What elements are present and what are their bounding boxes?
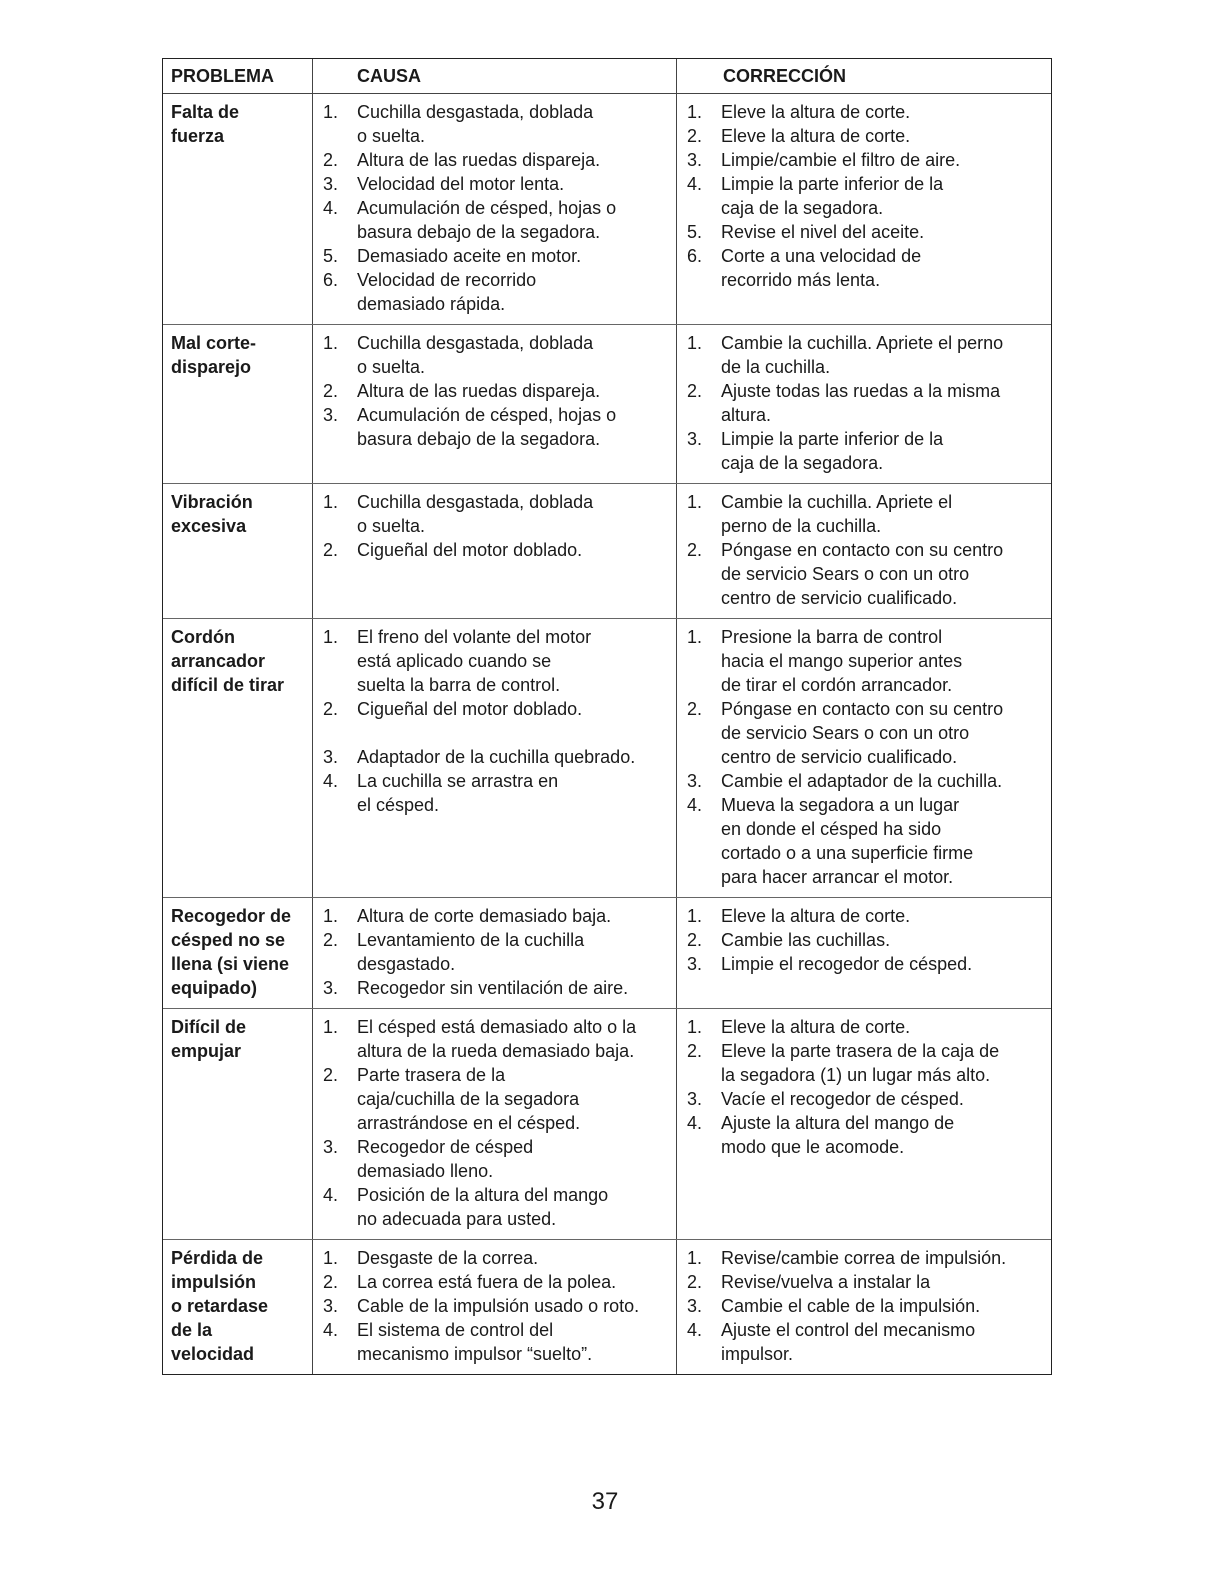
item-number: 1. — [687, 1248, 703, 1268]
item-text: Cambie la cuchilla. Apriete el perno de la cuchilla. — [721, 333, 1004, 377]
item-number: 4. — [323, 198, 339, 218]
list-item — [687, 379, 1051, 427]
item-number: 2. — [323, 1272, 339, 1292]
cause-cell — [313, 1009, 677, 1239]
list-item — [687, 1318, 1051, 1366]
header-cause: CAUSA — [313, 59, 677, 93]
item-text: Cambie las cuchillas. — [721, 930, 891, 950]
list-item — [323, 379, 676, 403]
list-item — [687, 538, 1051, 610]
list-item — [687, 904, 1051, 928]
item-text: Recogedor sin ventilación de aire. — [357, 978, 629, 998]
list-item — [323, 196, 676, 244]
item-text: Acumulación de césped, hojas o basura debajo de la segadora. — [357, 405, 617, 449]
item-text: Revise/vuelva a instalar la — [721, 1272, 931, 1292]
list-item — [687, 1087, 1051, 1111]
item-text: Acumulación de césped, hojas o basura debajo de la segadora. — [357, 198, 617, 242]
correction-cell — [677, 94, 1051, 324]
problem-cell: Falta de fuerza — [163, 94, 313, 324]
item-text: Presione la barra de control hacia el mango superior antes de tirar el cordón arrancador. — [721, 627, 963, 695]
item-number: 1. — [687, 627, 703, 647]
list-item — [687, 793, 1051, 889]
item-text: Cable de la impulsión usado o roto. — [357, 1296, 640, 1316]
item-number: 1. — [323, 1248, 339, 1268]
list-item — [687, 1039, 1051, 1087]
list-item — [323, 268, 676, 316]
list-item — [323, 1246, 676, 1270]
problem-cell: Cordón arrancador difícil de tirar — [163, 619, 313, 897]
cause-cell — [313, 94, 677, 324]
list-item — [323, 490, 676, 538]
item-number: 3. — [687, 954, 703, 974]
item-text: La cuchilla se arrastra en el césped. — [357, 771, 559, 815]
item-number: 1. — [687, 906, 703, 926]
list-item — [323, 1270, 676, 1294]
item-text: Eleve la parte trasera de la caja de la segadora (1) un lugar más alto. — [721, 1041, 1000, 1085]
item-number: 4. — [687, 174, 703, 194]
item-number: 5. — [323, 246, 339, 266]
item-text: Limpie la parte inferior de la caja de la segadora. — [721, 429, 944, 473]
item-text: Limpie/cambie el filtro de aire. — [721, 150, 961, 170]
list-item — [687, 1270, 1051, 1294]
cause-cell — [313, 898, 677, 1008]
table-body — [163, 94, 1051, 1374]
item-text: Cuchilla desgastada, doblada o suelta. — [357, 492, 594, 536]
item-number: 2. — [323, 1065, 339, 1085]
item-text: Ajuste todas las ruedas a la misma altura. — [721, 381, 1001, 425]
item-number: 2. — [687, 540, 703, 560]
list-item — [687, 1246, 1051, 1270]
item-number: 3. — [687, 1296, 703, 1316]
cause-cell — [313, 484, 677, 618]
list-item — [323, 172, 676, 196]
correction-cell — [677, 325, 1051, 483]
item-number: 1. — [323, 906, 339, 926]
item-text: Vacíe el recogedor de césped. — [721, 1089, 964, 1109]
list-item — [323, 1135, 676, 1183]
item-text: Cambie el adaptador de la cuchilla. — [721, 771, 1003, 791]
item-number: 4. — [323, 1320, 339, 1340]
item-number: 3. — [687, 1089, 703, 1109]
list-item — [323, 928, 676, 976]
list-item — [687, 1111, 1051, 1159]
item-number: 2. — [687, 699, 703, 719]
item-text: Velocidad de recorrido demasiado rápida. — [357, 270, 537, 314]
item-number: 2. — [687, 1272, 703, 1292]
item-number: 3. — [323, 747, 339, 767]
table-row — [163, 898, 1051, 1009]
item-text: Cuchilla desgastada, doblada o suelta. — [357, 333, 594, 377]
list-item — [323, 976, 676, 1000]
item-number: 4. — [323, 1185, 339, 1205]
item-number: 2. — [323, 381, 339, 401]
item-number: 1. — [687, 102, 703, 122]
item-number: 2. — [687, 1041, 703, 1061]
item-text: El sistema de control del mecanismo impulsor “suelto”. — [357, 1320, 593, 1364]
item-text: Cigueñal del motor doblado. — [357, 540, 583, 560]
item-text: Levantamiento de la cuchilla desgastado. — [357, 930, 585, 974]
cause-cell — [313, 619, 677, 897]
item-number: 2. — [687, 381, 703, 401]
item-text: Ajuste el control del mecanismo impulsor. — [721, 1320, 976, 1364]
item-text: Revise/cambie correa de impulsión. — [721, 1248, 1007, 1268]
list-item — [323, 745, 676, 769]
item-text: Posición de la altura del mango no adecuada para usted. — [357, 1185, 609, 1229]
list-item — [687, 769, 1051, 793]
item-text: Corte a una velocidad de recorrido más lenta. — [721, 246, 922, 290]
item-number: 3. — [323, 405, 339, 425]
item-text: Ajuste la altura del mango de modo que le acomode. — [721, 1113, 955, 1157]
list-item — [687, 427, 1051, 475]
correction-cell — [677, 898, 1051, 1008]
item-text: Recogedor de césped demasiado lleno. — [357, 1137, 534, 1181]
item-number: 3. — [687, 771, 703, 791]
correction-cell — [677, 1240, 1051, 1374]
list-item — [323, 1183, 676, 1231]
list-item — [323, 1294, 676, 1318]
list-item — [323, 100, 676, 148]
item-number: 3. — [687, 150, 703, 170]
item-number: 1. — [687, 1017, 703, 1037]
item-text: Mueva la segadora a un lugar en donde el césped ha sido cortado o a una superficie firme para hacer arrancar el motor. — [721, 795, 974, 887]
list-item — [323, 697, 676, 745]
list-item — [687, 1294, 1051, 1318]
item-text: Limpie el recogedor de césped. — [721, 954, 973, 974]
item-number: 6. — [323, 270, 339, 290]
list-item — [687, 148, 1051, 172]
problem-cell: Pérdida de impulsión o retardase de la velocidad — [163, 1240, 313, 1374]
list-item — [687, 952, 1051, 976]
list-item — [323, 769, 676, 817]
item-text: La correa está fuera de la polea. — [357, 1272, 617, 1292]
list-item — [687, 244, 1051, 292]
problem-cell: Recogedor de césped no se llena (si viene equipado) — [163, 898, 313, 1008]
item-number: 1. — [687, 333, 703, 353]
item-text: Póngase en contacto con su centro de servicio Sears o con un otro centro de servicio cualificado. — [721, 540, 1004, 608]
table-row — [163, 1009, 1051, 1240]
table-header — [163, 59, 1051, 94]
list-item — [323, 244, 676, 268]
header-correction: CORRECCIÓN — [723, 66, 847, 86]
item-number: 3. — [323, 978, 339, 998]
item-number: 2. — [323, 150, 339, 170]
item-text: Limpie la parte inferior de la caja de la segadora. — [721, 174, 944, 218]
problem-cell: Difícil de empujar — [163, 1009, 313, 1239]
item-number: 3. — [323, 1137, 339, 1157]
item-number: 2. — [323, 699, 339, 719]
item-text: Póngase en contacto con su centro de servicio Sears o con un otro centro de servicio cualificado. — [721, 699, 1004, 767]
list-item — [323, 1318, 676, 1366]
item-number: 1. — [323, 627, 339, 647]
list-item — [687, 124, 1051, 148]
item-text: Eleve la altura de corte. — [721, 1017, 911, 1037]
list-item — [323, 1063, 676, 1135]
list-item — [687, 625, 1051, 697]
item-text: El césped está demasiado alto o la altura de la rueda demasiado baja. — [357, 1017, 637, 1061]
item-number: 4. — [323, 771, 339, 791]
item-text: Cambie el cable de la impulsión. — [721, 1296, 981, 1316]
correction-cell — [677, 619, 1051, 897]
item-number: 2. — [687, 126, 703, 146]
list-item — [687, 331, 1051, 379]
item-number: 3. — [323, 1296, 339, 1316]
item-text: Cambie la cuchilla. Apriete el perno de la cuchilla. — [721, 492, 953, 536]
table-row — [163, 325, 1051, 484]
header-problem: PROBLEMA — [163, 59, 313, 93]
item-number: 5. — [687, 222, 703, 242]
item-text: Desgaste de la correa. — [357, 1248, 539, 1268]
item-number: 2. — [323, 540, 339, 560]
item-number: 1. — [687, 492, 703, 512]
list-item — [687, 100, 1051, 124]
item-text: Eleve la altura de corte. — [721, 102, 911, 122]
item-number: 2. — [687, 930, 703, 950]
list-item — [323, 538, 676, 562]
item-text: Velocidad del motor lenta. — [357, 174, 565, 194]
list-item — [323, 1015, 676, 1063]
item-number: 4. — [687, 1113, 703, 1133]
list-item — [687, 490, 1051, 538]
list-item — [323, 625, 676, 697]
list-item — [687, 697, 1051, 769]
item-number: 4. — [687, 795, 703, 815]
item-text: Cigueñal del motor doblado. — [357, 699, 583, 719]
item-text: Parte trasera de la caja/cuchilla de la segadora arrastrándose en el césped. — [357, 1065, 581, 1133]
item-number: 1. — [323, 492, 339, 512]
list-item — [323, 331, 676, 379]
list-item — [687, 1015, 1051, 1039]
list-item — [687, 172, 1051, 220]
list-item — [687, 220, 1051, 244]
list-item — [323, 904, 676, 928]
item-number: 3. — [687, 429, 703, 449]
table-row — [163, 484, 1051, 619]
problem-cell: Vibración excesiva — [163, 484, 313, 618]
item-number: 1. — [323, 102, 339, 122]
cause-cell — [313, 1240, 677, 1374]
item-number: 4. — [687, 1320, 703, 1340]
item-text: Altura de corte demasiado baja. — [357, 906, 612, 926]
list-item — [323, 148, 676, 172]
item-text: Eleve la altura de corte. — [721, 126, 911, 146]
table-row — [163, 1240, 1051, 1374]
troubleshooting-table — [162, 58, 1052, 1375]
item-number: 2. — [323, 930, 339, 950]
list-item — [323, 403, 676, 451]
table-row — [163, 619, 1051, 898]
item-number: 1. — [323, 1017, 339, 1037]
item-text: Adaptador de la cuchilla quebrado. — [357, 747, 636, 767]
item-number: 3. — [323, 174, 339, 194]
item-text: Demasiado aceite en motor. — [357, 246, 582, 266]
list-item — [687, 928, 1051, 952]
item-text: El freno del volante del motor está aplicado cuando se suelta la barra de control. — [357, 627, 592, 695]
cause-cell — [313, 325, 677, 483]
item-text: Revise el nivel del aceite. — [721, 222, 925, 242]
correction-cell — [677, 484, 1051, 618]
page-number: 37 — [591, 1488, 619, 1515]
table-row — [163, 94, 1051, 325]
item-text: Altura de las ruedas dispareja. — [357, 150, 601, 170]
item-text: Altura de las ruedas dispareja. — [357, 381, 601, 401]
item-number: 6. — [687, 246, 703, 266]
item-text: Eleve la altura de corte. — [721, 906, 911, 926]
problem-cell: Mal corte- disparejo — [163, 325, 313, 483]
item-text: Cuchilla desgastada, doblada o suelta. — [357, 102, 594, 146]
correction-cell — [677, 1009, 1051, 1239]
item-number: 1. — [323, 333, 339, 353]
